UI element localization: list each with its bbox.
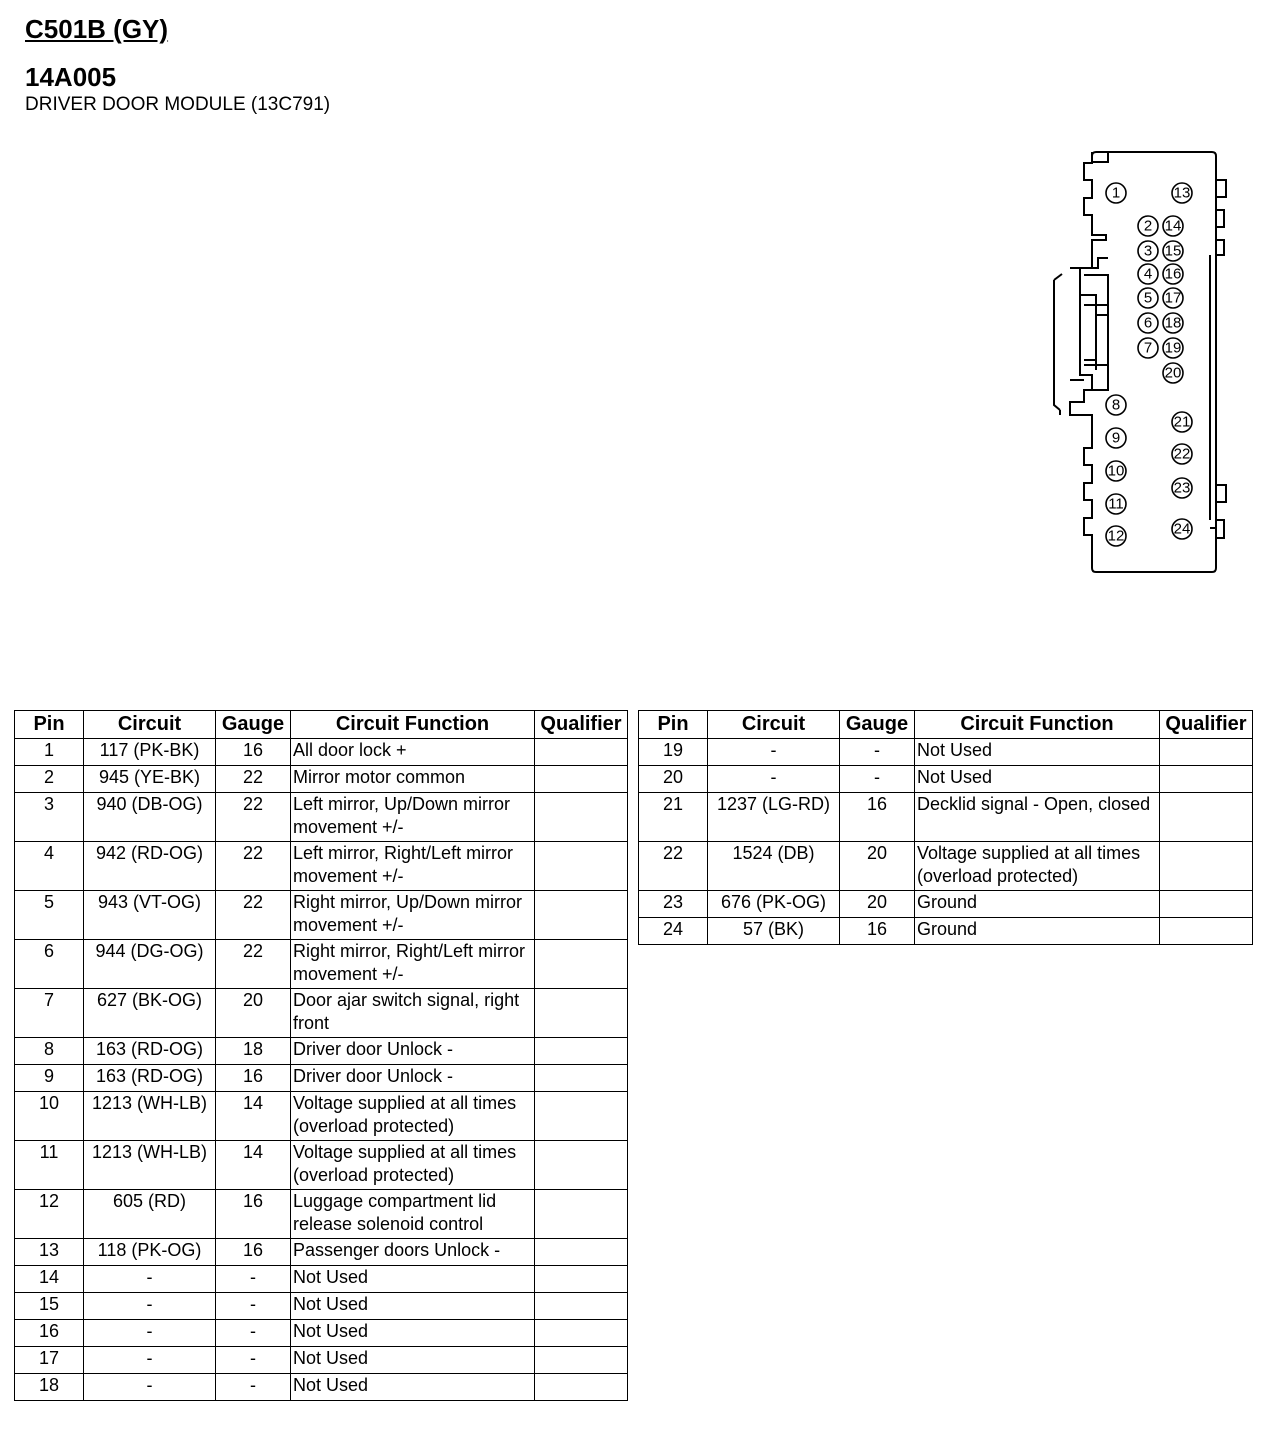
circuit-cell: 1213 (WH-LB) [84,1092,216,1141]
function-cell: Not Used [291,1347,535,1374]
gauge-cell: - [216,1374,291,1401]
gauge-cell: 22 [216,940,291,989]
gauge-cell: - [840,766,915,793]
gauge-cell: 22 [216,793,291,842]
pin-cell: 13 [15,1239,84,1266]
gauge-cell: 16 [840,793,915,842]
qualifier-cell [535,1141,628,1190]
svg-text:22: 22 [1173,445,1191,463]
pin-7 [1138,338,1158,358]
qualifier-cell [535,1320,628,1347]
function-cell: Left mirror, Right/Left mirror movement +/- [291,842,535,891]
svg-text:9: 9 [1111,429,1121,447]
svg-text:3: 3 [1143,242,1153,260]
function-cell: Not Used [291,1293,535,1320]
gauge-cell: - [216,1320,291,1347]
pin-15 [1163,241,1183,261]
qualifier-cell [535,1374,628,1401]
function-cell: Driver door Unlock - [291,1038,535,1065]
pin-cell: 17 [15,1347,84,1374]
module-description: DRIVER DOOR MODULE (13C791) [25,94,331,115]
pin-1 [1106,183,1126,203]
qualifier-cell [535,766,628,793]
circuit-cell: 944 (DG-OG) [84,940,216,989]
qualifier-cell [1160,918,1253,945]
pin-layout [1106,183,1192,546]
pin-cell: 22 [639,842,708,891]
pin-cell: 3 [15,793,84,842]
pin-13 [1172,183,1192,203]
function-cell: Door ajar switch signal, right front [291,989,535,1038]
qualifier-cell [535,842,628,891]
svg-text:19: 19 [1164,339,1182,357]
gauge-header: Gauge [216,711,291,739]
qualifier-cell [535,989,628,1038]
circuit-cell: 163 (RD-OG) [84,1065,216,1092]
circuit-cell: - [84,1347,216,1374]
circuit-cell: 605 (RD) [84,1190,216,1239]
function-cell: Voltage supplied at all times (overload protected) [291,1092,535,1141]
pin-cell: 6 [15,940,84,989]
function-cell: Right mirror, Up/Down mirror movement +/- [291,891,535,940]
table-row [15,1293,628,1320]
circuit-cell: 945 (YE-BK) [84,766,216,793]
gauge-cell: 16 [216,739,291,766]
table-row [15,1190,628,1239]
pin-cell: 4 [15,842,84,891]
gauge-cell: 22 [216,842,291,891]
table-row [639,891,1253,918]
table-row [15,766,628,793]
pin-24 [1172,519,1192,539]
table-row [15,891,628,940]
svg-text:21: 21 [1173,413,1191,431]
qualifier-cell [535,891,628,940]
gauge-cell: 22 [216,891,291,940]
pin-20 [1163,363,1183,383]
table-row [15,1239,628,1266]
svg-text:13: 13 [1173,184,1191,202]
qualifier-cell [1160,793,1253,842]
table-row [639,739,1253,766]
function-cell: Luggage compartment lid release solenoid control [291,1190,535,1239]
qualifier-cell [535,793,628,842]
qualifier-cell [1160,842,1253,891]
pin-cell: 7 [15,989,84,1038]
qualifier-cell [535,1266,628,1293]
svg-text:5: 5 [1143,289,1153,307]
pin-17 [1163,288,1183,308]
pin-cell: 14 [15,1266,84,1293]
svg-text:12: 12 [1107,527,1125,545]
gauge-cell: 16 [216,1190,291,1239]
pin-cell: 19 [639,739,708,766]
circuit-cell: 118 (PK-OG) [84,1239,216,1266]
qualifier-cell [535,1293,628,1320]
pin-cell: 5 [15,891,84,940]
function-cell: Not Used [291,1266,535,1293]
circuit-cell: 627 (BK-OG) [84,989,216,1038]
circuit-cell: 940 (DB-OG) [84,793,216,842]
pin-cell: 1 [15,739,84,766]
function-cell: Not Used [915,739,1160,766]
gauge-header: Gauge [840,711,915,739]
table-row [15,1320,628,1347]
circuit-header: Circuit [84,711,216,739]
svg-text:24: 24 [1173,520,1191,538]
pin-10 [1106,461,1126,481]
pin-12 [1106,526,1126,546]
qualifier-cell [535,1190,628,1239]
qualifier-cell [535,739,628,766]
function-cell: Not Used [291,1320,535,1347]
circuit-cell: 1237 (LG-RD) [708,793,840,842]
table-row [15,1266,628,1293]
function-cell: Passenger doors Unlock - [291,1239,535,1266]
svg-text:11: 11 [1108,495,1124,513]
table-row [15,1038,628,1065]
function-cell: Voltage supplied at all times (overload protected) [915,842,1160,891]
pin-cell: 8 [15,1038,84,1065]
pin-2 [1138,216,1158,236]
pin-16 [1163,264,1183,284]
circuit-cell: 163 (RD-OG) [84,1038,216,1065]
function-cell: Not Used [291,1374,535,1401]
qualifier-cell [535,1038,628,1065]
pin-14 [1163,216,1183,236]
function-cell: All door lock + [291,739,535,766]
pin-cell: 24 [639,918,708,945]
circuit-cell: - [84,1374,216,1401]
pin-9 [1106,428,1126,448]
pin-11 [1106,494,1126,514]
connector-diagram [1040,140,1240,580]
function-cell: Left mirror, Up/Down mirror movement +/- [291,793,535,842]
circuit-cell: - [84,1293,216,1320]
function-cell: Right mirror, Right/Left mirror movement +/- [291,940,535,989]
gauge-cell: 22 [216,766,291,793]
circuit-cell: 1213 (WH-LB) [84,1141,216,1190]
qualifier-cell [1160,739,1253,766]
svg-text:18: 18 [1164,314,1182,332]
pin-5 [1138,288,1158,308]
table-row [15,1347,628,1374]
gauge-cell: 20 [216,989,291,1038]
table-row [639,766,1253,793]
pin-cell: 20 [639,766,708,793]
function-cell: Ground [915,891,1160,918]
pin-cell: 9 [15,1065,84,1092]
table-header-row [15,711,628,739]
gauge-cell: 14 [216,1092,291,1141]
circuit-cell: - [84,1320,216,1347]
pin-cell: 23 [639,891,708,918]
part-number: 14A005 [25,62,117,92]
pin-cell: 21 [639,793,708,842]
table-row [15,793,628,842]
qualifier-cell [535,940,628,989]
qualifier-cell [535,1239,628,1266]
circuit-cell: 57 (BK) [708,918,840,945]
pin-3 [1138,241,1158,261]
table-row [15,1374,628,1401]
table-row [15,1092,628,1141]
pin-8 [1106,395,1126,415]
pinout-table-right [638,710,1253,945]
svg-text:1: 1 [1111,184,1121,202]
function-cell: Ground [915,918,1160,945]
svg-text:6: 6 [1143,314,1153,332]
pin-cell: 12 [15,1190,84,1239]
qualifier-cell [535,1347,628,1374]
svg-text:17: 17 [1164,289,1182,307]
circuit-header: Circuit [708,711,840,739]
function-cell: Not Used [915,766,1160,793]
gauge-cell: 20 [840,842,915,891]
gauge-cell: - [216,1347,291,1374]
svg-text:8: 8 [1111,396,1121,414]
qualifier-header: Qualifier [1160,711,1253,739]
pin-23 [1172,478,1192,498]
qualifier-cell [535,1092,628,1141]
circuit-cell: - [708,739,840,766]
svg-text:20: 20 [1164,364,1182,382]
pin-cell: 16 [15,1320,84,1347]
gauge-cell: - [216,1293,291,1320]
gauge-cell: - [216,1266,291,1293]
circuit-function-header: Circuit Function [915,711,1160,739]
circuit-cell: 1524 (DB) [708,842,840,891]
pin-22 [1172,444,1192,464]
function-cell: Decklid signal - Open, closed [915,793,1160,842]
qualifier-header: Qualifier [535,711,628,739]
table-row [639,918,1253,945]
svg-text:15: 15 [1164,242,1182,260]
table-row [15,989,628,1038]
function-cell: Mirror motor common [291,766,535,793]
gauge-cell: - [840,739,915,766]
svg-text:10: 10 [1107,462,1125,480]
table-row [639,842,1253,891]
pin-6 [1138,313,1158,333]
circuit-cell: 676 (PK-OG) [708,891,840,918]
pin-header: Pin [15,711,84,739]
circuit-cell: - [84,1266,216,1293]
connector-code: C501B (GY) [25,14,169,44]
svg-text:7: 7 [1143,339,1153,357]
pin-4 [1138,264,1158,284]
gauge-cell: 20 [840,891,915,918]
gauge-cell: 16 [216,1239,291,1266]
svg-text:4: 4 [1143,265,1153,283]
gauge-cell: 18 [216,1038,291,1065]
table-row [15,842,628,891]
circuit-function-header: Circuit Function [291,711,535,739]
table-row [15,1141,628,1190]
table-row [15,940,628,989]
pin-19 [1163,338,1183,358]
pin-cell: 11 [15,1141,84,1190]
circuit-cell: 117 (PK-BK) [84,739,216,766]
pinout-table-left [14,710,628,1401]
svg-text:14: 14 [1164,217,1182,235]
circuit-cell: 943 (VT-OG) [84,891,216,940]
pin-18 [1163,313,1183,333]
pin-header: Pin [639,711,708,739]
qualifier-cell [535,1065,628,1092]
pin-cell: 18 [15,1374,84,1401]
pin-21 [1172,412,1192,432]
table-header-row [639,711,1253,739]
function-cell: Driver door Unlock - [291,1065,535,1092]
table-row [639,793,1253,842]
gauge-cell: 16 [216,1065,291,1092]
svg-text:2: 2 [1143,217,1153,235]
table-row [15,739,628,766]
svg-text:16: 16 [1164,265,1182,283]
qualifier-cell [1160,891,1253,918]
pin-cell: 15 [15,1293,84,1320]
function-cell: Voltage supplied at all times (overload protected) [291,1141,535,1190]
pin-cell: 10 [15,1092,84,1141]
svg-text:23: 23 [1173,479,1191,497]
gauge-cell: 16 [840,918,915,945]
circuit-cell: - [708,766,840,793]
qualifier-cell [1160,766,1253,793]
gauge-cell: 14 [216,1141,291,1190]
pin-cell: 2 [15,766,84,793]
circuit-cell: 942 (RD-OG) [84,842,216,891]
table-row [15,1065,628,1092]
